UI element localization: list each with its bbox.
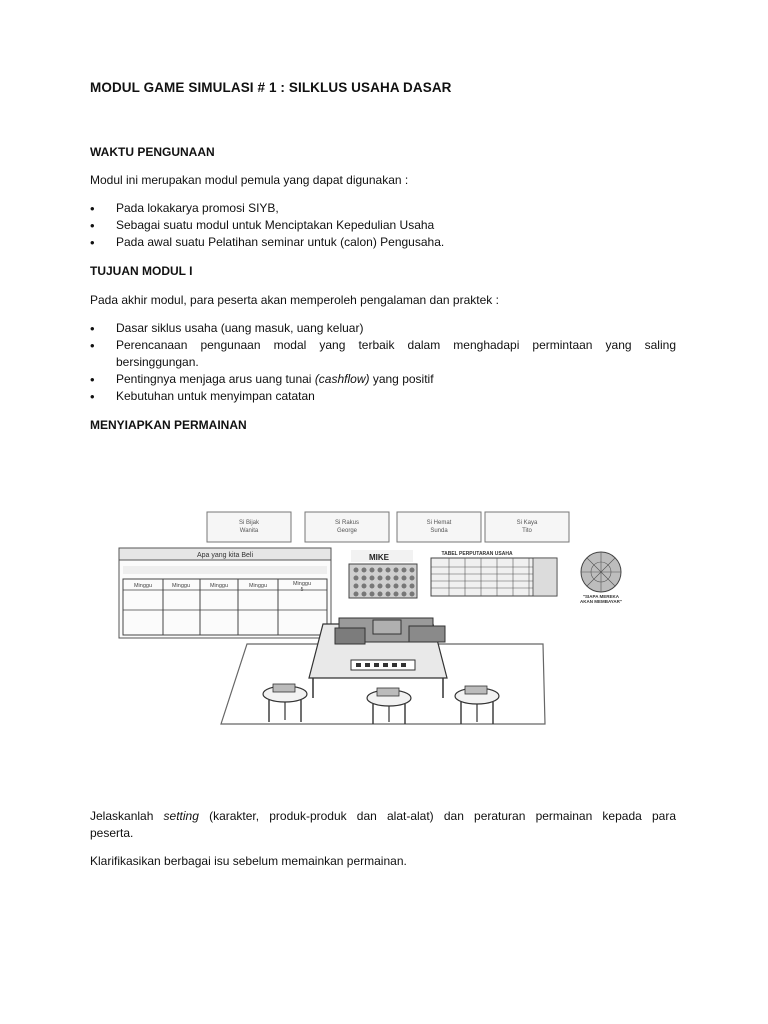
bullet-item: • Pada lokakarya promosi SIYB, — [90, 200, 676, 217]
text-run: Jelaskanlah — [90, 809, 164, 823]
character-card — [397, 512, 481, 542]
character-card — [485, 512, 569, 542]
svg-text:Wanita: Wanita — [239, 528, 259, 534]
svg-text:Si Rakus: Si Rakus — [334, 520, 360, 526]
svg-text:Minggu: Minggu — [171, 583, 191, 589]
player-card — [349, 550, 417, 598]
bullet-list-waktu — [90, 200, 676, 251]
svg-text:Sunda: Sunda — [430, 528, 448, 534]
svg-text:MIKE: MIKE — [369, 553, 389, 562]
bullet-item-line: • Perencanaan pengunaan modal yang terbaik dalam menghadapi permintaan yang saling — [116, 338, 676, 352]
svg-text:TABEL PERPUTARAN USAHA: TABEL PERPUTARAN USAHA — [441, 551, 513, 557]
svg-text:Minggu: Minggu — [209, 583, 229, 589]
central-table — [309, 618, 447, 698]
svg-text:5: 5 — [300, 587, 304, 593]
bullet-item — [90, 371, 676, 388]
player-table — [263, 684, 307, 722]
svg-text:Minggu: Minggu — [248, 583, 268, 589]
section-intro-tujuan: Pada akhir modul, para peserta akan memperoleh pengalaman dan praktek : — [90, 293, 499, 307]
svg-text:George: George — [336, 528, 358, 534]
player-table — [367, 688, 411, 724]
payment-wheel — [580, 552, 622, 604]
svg-text:AKAN MEMBAYAR": AKAN MEMBAYAR" — [579, 599, 623, 604]
player-table — [455, 686, 499, 724]
bullet-list-tujuan — [90, 320, 676, 405]
bullet-item: • Pada awal suatu Pelatihan seminar untuk (calon) Pengusaha. — [90, 234, 676, 251]
svg-text:Tito: Tito — [522, 528, 532, 534]
business-cycle-table — [431, 551, 557, 596]
text-run: (karakter, produk-produk dan alat-alat) dan peraturan permainan kepada para — [198, 809, 676, 823]
paragraph-jelaskan — [90, 808, 676, 842]
document-title: MODUL GAME SIMULASI # 1 : SILKLUS USAHA DASAR — [90, 80, 452, 95]
svg-text:"SIAPA MEREKA: "SIAPA MEREKA — [582, 594, 620, 599]
paragraph-klarifikasikan: Klarifikasikan berbagai isu sebelum memainkan permainan. — [90, 854, 407, 868]
section-heading-tujuan: TUJUAN MODUL I — [90, 264, 193, 278]
bullet-item: • Dasar siklus usaha (uang masuk, uang keluar) — [90, 320, 676, 337]
bullet-text: yang positif — [369, 372, 434, 386]
text-run-italic: setting — [163, 809, 199, 823]
section-intro-waktu: Modul ini merupakan modul pemula yang dapat digunakan : — [90, 173, 409, 187]
paragraph-line — [90, 808, 676, 825]
section-heading-waktu: WAKTU PENGUNAAN — [90, 145, 215, 159]
svg-text:Minggu: Minggu — [133, 583, 153, 589]
svg-text:Si Hemat: Si Hemat — [426, 520, 452, 526]
svg-text:Minggu: Minggu — [292, 581, 312, 587]
buy-board — [119, 548, 331, 638]
section-heading-menyiapkan: MENYIAPKAN PERMAINAN — [90, 418, 247, 432]
character-card — [305, 512, 389, 542]
bullet-item-line: bersinggungan. — [116, 355, 199, 369]
bullet-text-italic: (cashflow) — [314, 372, 370, 386]
paragraph-line: peserta. — [90, 826, 134, 840]
bullet-item: • Sebagai suatu modul untuk Menciptakan Kepedulian Usaha — [90, 217, 676, 234]
svg-text:Si Kaya: Si Kaya — [516, 520, 538, 526]
svg-text:Si Bijak: Si Bijak — [238, 520, 260, 526]
bullet-item — [90, 337, 676, 371]
svg-text:Apa yang kita Beli: Apa yang kita Beli — [196, 552, 254, 559]
character-card — [207, 512, 291, 542]
bullet-item: • Kebutuhan untuk menyimpan catatan — [90, 388, 676, 405]
bullet-text: Pentingnya menjaga arus uang tunai — [116, 372, 315, 386]
game-setup-illustration — [113, 446, 649, 728]
